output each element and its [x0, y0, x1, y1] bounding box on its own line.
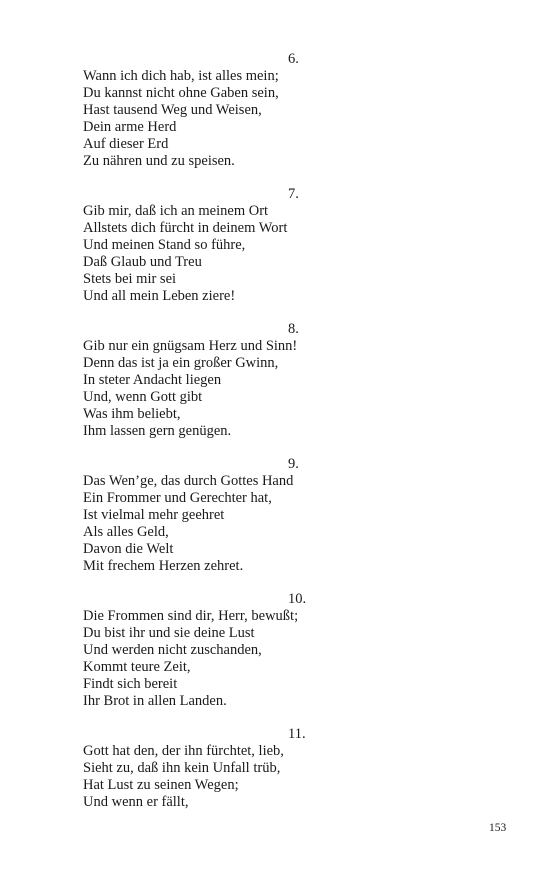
verse-line: Die Frommen sind dir, Herr, bewußt;: [83, 608, 299, 624]
page-number: 153: [489, 822, 507, 834]
stanza: [83, 726, 383, 811]
verse-line: Hast tausend Weg und Weisen,: [83, 102, 262, 118]
verse-line: Stets bei mir sei: [83, 271, 177, 287]
verse-line: Ihr Brot in allen Landen.: [83, 693, 227, 709]
verse-line: Denn das ist ja ein großer Gwinn,: [83, 355, 279, 371]
verse-line: Du kannst nicht ohne Gaben sein,: [83, 85, 279, 101]
stanza-number: 6.: [288, 51, 299, 67]
stanza-number: 11.: [288, 726, 306, 742]
stanza: [83, 186, 383, 305]
verse-line: In steter Andacht liegen: [83, 372, 222, 388]
verse-line: Dein arme Herd: [83, 119, 177, 135]
stanza: [83, 321, 383, 440]
verse-line: Auf dieser Erd: [83, 136, 169, 152]
verse-line: Und, wenn Gott gibt: [83, 389, 203, 405]
verse-line: Das Wen’ge, das durch Gottes Hand: [83, 473, 294, 489]
stanza: [83, 591, 383, 710]
verse-line: Kommt teure Zeit,: [83, 659, 191, 675]
verse-line: Ihm lassen gern genügen.: [83, 423, 232, 439]
stanza: [83, 51, 383, 170]
verse-line: Hat Lust zu seinen Wegen;: [83, 777, 239, 793]
verse-line: Und meinen Stand so führe,: [83, 237, 246, 253]
verse-line: Und werden nicht zuschanden,: [83, 642, 262, 658]
hymn-text: [83, 51, 383, 827]
stanza: [83, 456, 383, 575]
verse-line: Mit frechem Herzen zehret.: [83, 558, 244, 574]
verse-line: Ein Frommer und Gerechter hat,: [83, 490, 272, 506]
stanza-number: 9.: [288, 456, 299, 472]
stanza-number: 8.: [288, 321, 299, 337]
verse-line: Sieht zu, daß ihn kein Unfall trüb,: [83, 760, 281, 776]
verse-line: Davon die Welt: [83, 541, 174, 557]
verse-line: Daß Glaub und Treu: [83, 254, 202, 270]
verse-line: Ist vielmal mehr geehret: [83, 507, 225, 523]
verse-line: Wann ich dich hab, ist alles mein;: [83, 68, 279, 84]
verse-line: Und all mein Leben ziere!: [83, 288, 236, 304]
verse-line: Und wenn er fällt,: [83, 794, 189, 810]
verse-line: Allstets dich fürcht in deinem Wort: [83, 220, 288, 236]
verse-line: Was ihm beliebt,: [83, 406, 181, 422]
verse-line: Gott hat den, der ihn fürchtet, lieb,: [83, 743, 284, 759]
verse-line: Zu nähren und zu speisen.: [83, 153, 235, 169]
verse-line: Gib nur ein gnügsam Herz und Sinn!: [83, 338, 298, 354]
stanza-number: 7.: [288, 186, 299, 202]
stanza-number: 10.: [288, 591, 307, 607]
verse-line: Du bist ihr und sie deine Lust: [83, 625, 255, 641]
verse-line: Als alles Geld,: [83, 524, 169, 540]
verse-line: Gib mir, daß ich an meinem Ort: [83, 203, 269, 219]
verse-line: Findt sich bereit: [83, 676, 178, 692]
